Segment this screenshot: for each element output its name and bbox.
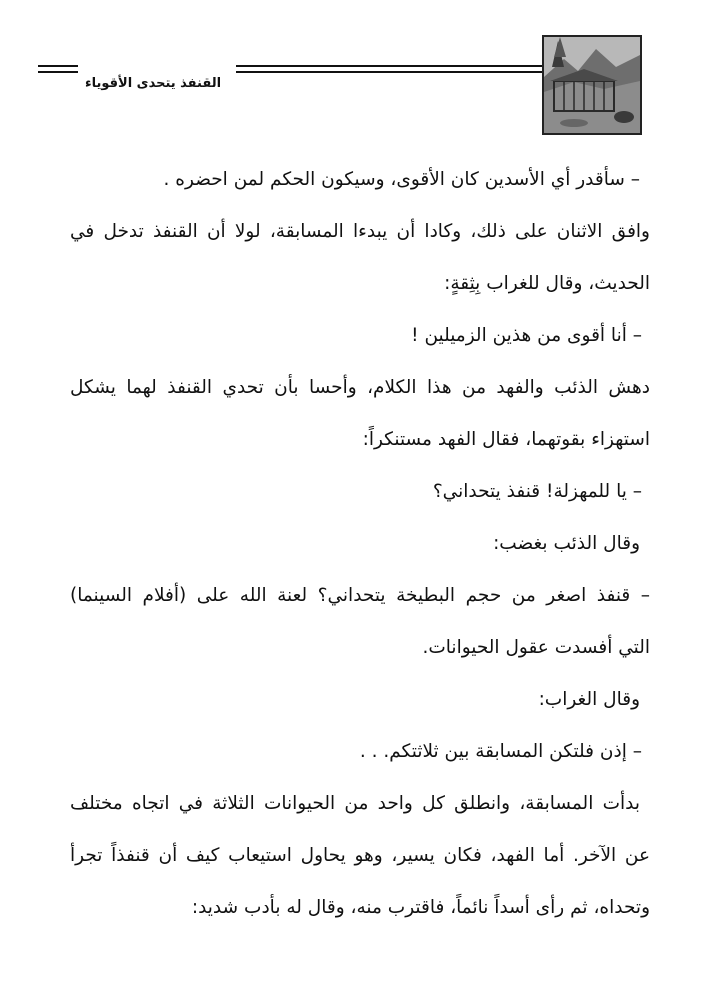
text-line-8: وقال الذئب بغضب: <box>493 533 640 554</box>
header-rule-left-bottom <box>38 71 78 73</box>
text-line-2: وافق الاثنان على ذلك، وكادا أن يبدءا المسابقة، لولا أن القنفذ تدخل في <box>70 221 650 242</box>
header-rule-left-top <box>38 65 78 67</box>
text-line-9: – قنفذ اصغر من حجم البطيخة يتحداني؟ لعنة الله على (أفلام السينما) <box>70 585 650 606</box>
text-line-6: استهزاء بقوتهما، فقال الفهد مستنكراً: <box>362 429 650 450</box>
running-title: القنفذ يتحدى الأقوياء <box>84 76 222 91</box>
text-line-5: دهش الذئب والفهد من هذا الكلام، وأحسا بأن تحدي القنفذ لهما يشكل <box>70 377 650 398</box>
text-line-14: عن الآخر. أما الفهد، فكان يسير، وهو يحاول استيعاب كيف أن قنفذاً تجرأ <box>70 845 650 866</box>
chapter-illustration <box>542 35 642 135</box>
text-line-7: – يا للمهزلة! قنفذ يتحداني؟ <box>432 481 642 502</box>
text-line-3: الحديث، وقال للغراب بِثِقةٍ: <box>444 273 650 294</box>
header-rule-right-bottom <box>236 71 542 73</box>
text-line-10: التي أفسدت عقول الحيوانات. <box>422 637 650 658</box>
text-line-15: وتحداه، ثم رأى أسداً نائماً، فاقترب منه، وقال له بأدب شديد: <box>191 897 650 918</box>
text-line-4: – أنا أقوى من هذين الزميلين ! <box>411 325 642 346</box>
page-header <box>0 18 720 128</box>
header-rule-right-top <box>236 65 542 67</box>
text-line-13: بدأت المسابقة، وانطلق كل واحد من الحيوانات الثلاثة في اتجاه مختلف <box>70 793 640 814</box>
zoo-scene-image <box>544 37 640 133</box>
text-line-1: – سأقدر أي الأسدين كان الأقوى، وسيكون الحكم لمن احضره . <box>163 169 640 190</box>
text-line-11: وقال الغراب: <box>538 689 640 710</box>
text-line-12: – إذن فلتكن المسابقة بين ثلاثتكم. . . <box>359 741 642 762</box>
